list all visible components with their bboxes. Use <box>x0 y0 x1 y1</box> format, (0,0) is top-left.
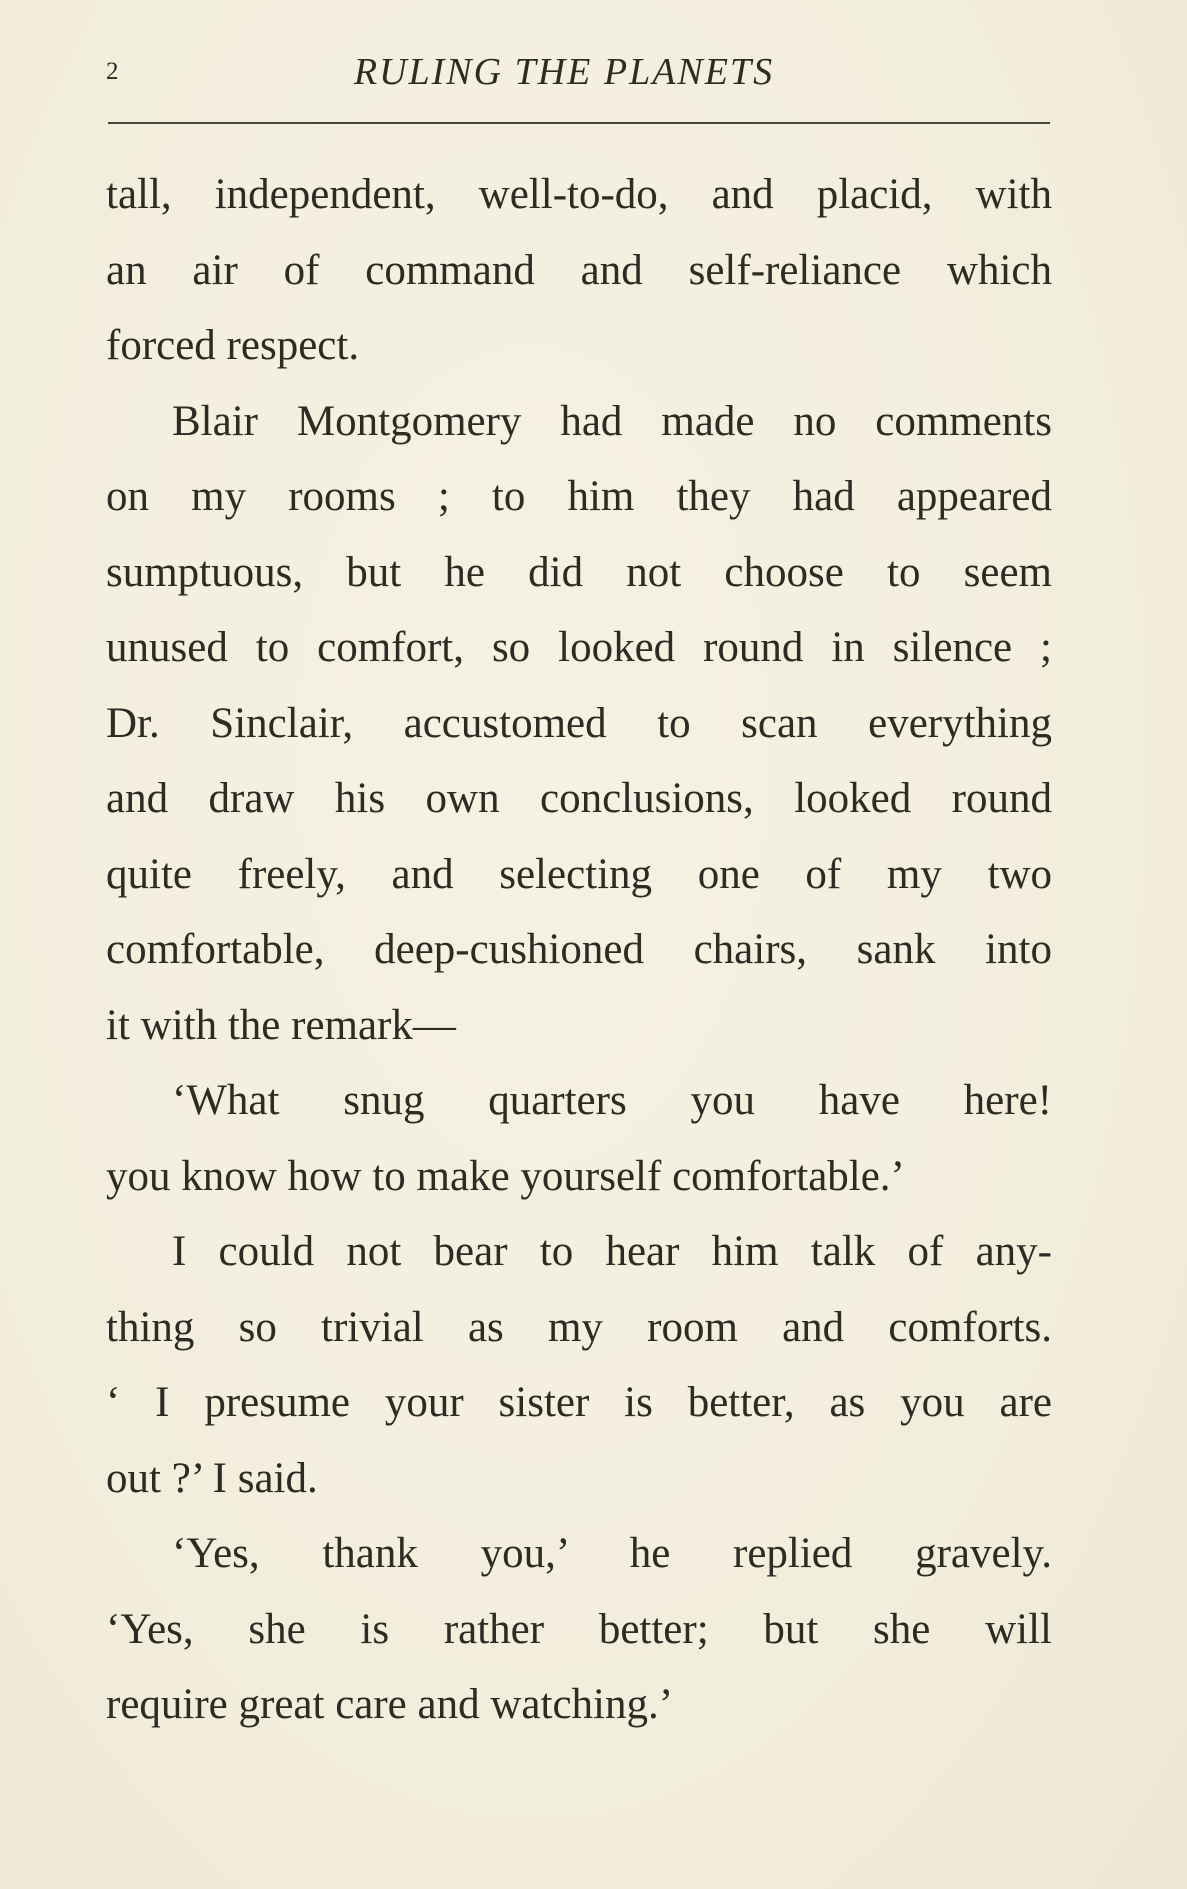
text-line: sumptuous, but he did not choose to seem <box>106 548 1052 596</box>
text-line: it with the remark— <box>106 1001 456 1049</box>
text-line: on my rooms ; to him they had appeared <box>106 473 1052 520</box>
text-line: tall, independent, well-to-do, and placid, with <box>106 171 1052 218</box>
page-header <box>106 50 1050 100</box>
text-line: an air of command and self-reliance which <box>106 246 1052 294</box>
page-number: 2 <box>106 58 120 85</box>
text-line: ‘What snug quarters you have here! <box>172 1077 1052 1124</box>
text-line: unused to comfort, so looked round in silence ; <box>106 624 1052 671</box>
header-rule <box>108 122 1050 124</box>
text-line: Blair Montgomery had made no comments <box>172 397 1052 445</box>
text-line: and draw his own conclusions, looked round <box>106 775 1052 822</box>
text-line: quite freely, and selecting one of my two <box>106 850 1052 898</box>
text-line: comfortable, deep-cushioned chairs, sank into <box>106 926 1052 973</box>
text-line: ‘ I presume your sister is better, as you are <box>106 1379 1052 1426</box>
text-line: require great care and watching.’ <box>106 1681 674 1728</box>
text-line: Dr. Sinclair, accustomed to scan everything <box>106 699 1052 747</box>
text-line: I could not bear to hear him talk of any- <box>172 1228 1052 1275</box>
text-line: you know how to make yourself comfortable.’ <box>106 1152 905 1200</box>
text-line: ‘Yes, she is rather better; but she will <box>106 1605 1052 1653</box>
running-title: RULING THE PLANETS <box>353 51 775 93</box>
text-line: thing so trivial as my room and comforts. <box>106 1303 1052 1351</box>
text-line: forced respect. <box>106 322 360 369</box>
text-line: out ?’ I said. <box>106 1454 318 1502</box>
body-text <box>106 157 1052 1743</box>
text-line: ‘Yes, thank you,’ he replied gravely. <box>172 1530 1052 1577</box>
